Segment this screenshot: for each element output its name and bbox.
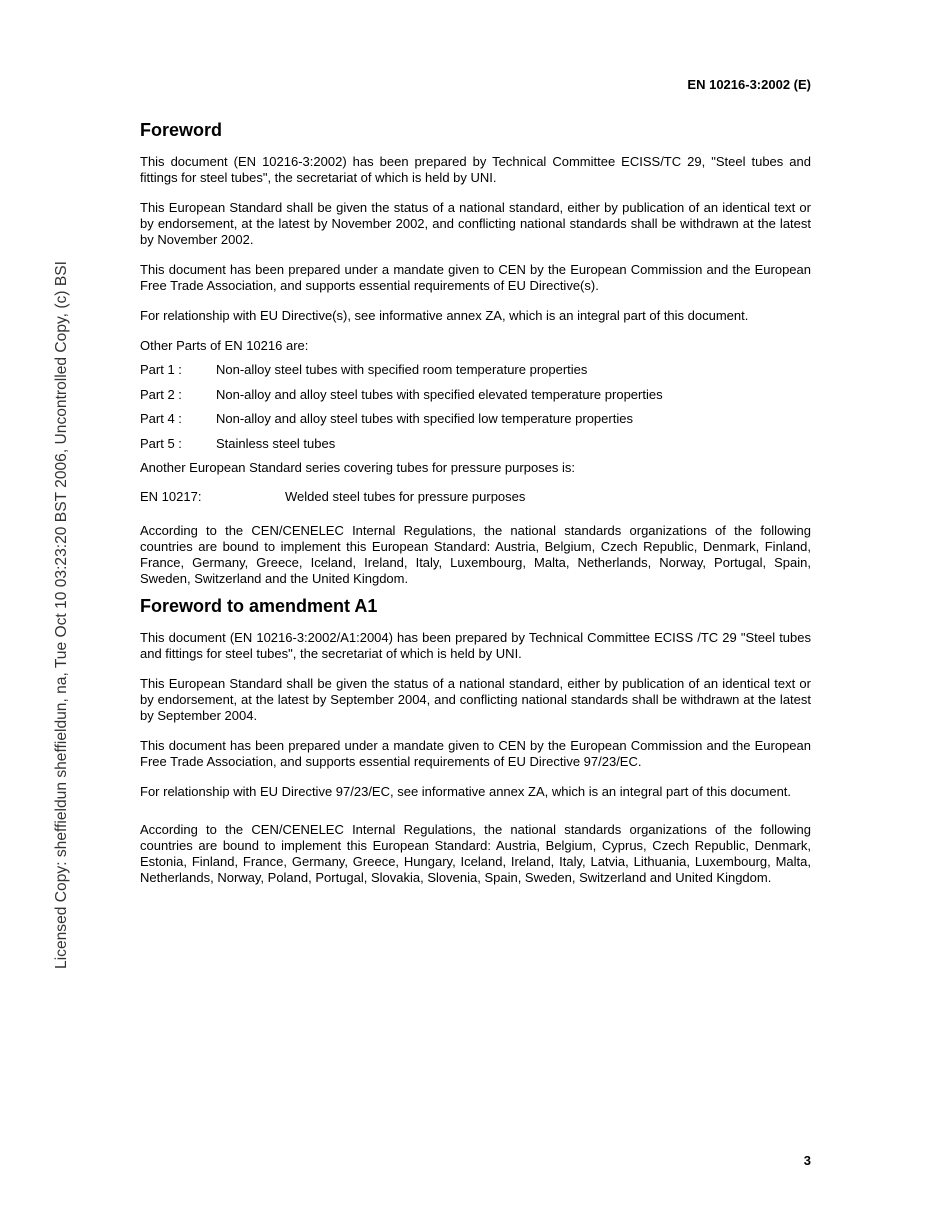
list-item <box>140 387 811 403</box>
license-watermark: Licensed Copy: sheffieldun sheffieldun, na, Tue Oct 10 03:23:20 BST 2006, Uncontrolled Copy, (c) BSI <box>53 261 70 969</box>
foreword-paragraph: This document has been prepared under a mandate given to CEN by the European Commission and the European Free Trade Association, and supports essential requirements of EU Directive(s). <box>140 262 811 293</box>
amendment-paragraph: This European Standard shall be given the status of a national standard, either by publication of an identical text or by endorsement, at the latest by September 2004, and conflicting national standards shall be withdrawn at the latest by September 2004. <box>140 676 811 723</box>
page-content <box>140 119 811 900</box>
part-label: Part 4 : <box>140 411 182 426</box>
list-item <box>140 362 811 378</box>
list-item <box>140 489 811 505</box>
series-label: EN 10217: <box>140 489 202 504</box>
part-label: Part 2 : <box>140 386 182 402</box>
list-item <box>140 411 811 427</box>
amendment-paragraph: This document has been prepared under a mandate given to CEN by the European Commission and the European Free Trade Association, and supports essential requirements of EU Directive 97/23/EC. <box>140 738 811 769</box>
amendment-paragraph: This document (EN 10216-3:2002/A1:2004) has been prepared by Technical Committee ECISS /TC 29 "Steel tubes and fittings for steel tubes", the secretariat of which is held by UNI. <box>140 630 811 661</box>
foreword-paragraph: For relationship with EU Directive(s), see informative annex ZA, which is an integral part of this document. <box>140 308 749 323</box>
foreword-paragraph: This European Standard shall be given the status of a national standard, either by publication of an identical text or by endorsement, at the latest by November 2002, and conflicting national standards shall be withdrawn at the latest by November 2002. <box>140 200 811 247</box>
part-text: Stainless steel tubes <box>216 435 336 451</box>
part-text: Non-alloy steel tubes with specified room temperature properties <box>216 362 588 377</box>
list-item <box>140 436 811 452</box>
amendment-paragraph: According to the CEN/CENELEC Internal Regulations, the national standards organizations of the following countries are bound to implement this European Standard: Austria, Belgium, Cyprus, Czech Republic, Denmark, Estonia, Finland, France, Germany, Greece, Hungary, Iceland, Ireland, Italy, Latvia, Lithuania, Luxembourg, Malta, Netherlands, Norway, Poland, Portugal, Slovakia, Slovenia, Spain, Sweden, Switzerland and United Kingdom. <box>140 822 811 885</box>
foreword-paragraph: According to the CEN/CENELEC Internal Regulations, the national standards organizations of the following countries are bound to implement this European Standard: Austria, Belgium, Czech Republic, Denmark, Finland, France, Germany, Greece, Iceland, Ireland, Italy, Luxembourg, Malta, Netherlands, Norway, Portugal, Spain, Sweden, Switzerland and the United Kingdom. <box>140 523 811 586</box>
part-text: Non-alloy and alloy steel tubes with specified elevated temperature properties <box>216 386 663 402</box>
part-text: Non-alloy and alloy steel tubes with specified low temperature properties <box>216 411 633 426</box>
page-number: 3 <box>803 1153 811 1168</box>
series-text: Welded steel tubes for pressure purposes <box>285 489 526 504</box>
part-label: Part 1 : <box>140 362 182 377</box>
amendment-title: Foreword to amendment A1 <box>140 596 378 616</box>
series-intro: Another European Standard series covering tubes for pressure purposes is: <box>140 460 576 475</box>
foreword-title: Foreword <box>140 120 223 140</box>
foreword-paragraph: This document (EN 10216-3:2002) has been prepared by Technical Committee ECISS/TC 29, "Steel tubes and fittings for steel tubes", the secretariat of which is held by UNI. <box>140 154 811 185</box>
amendment-paragraph: For relationship with EU Directive 97/23/EC, see informative annex ZA, which is an integral part of this document. <box>140 784 792 799</box>
parts-intro: Other Parts of EN 10216 are: <box>140 338 309 353</box>
part-label: Part 5 : <box>140 435 182 451</box>
document-id: EN 10216-3:2002 (E) <box>687 77 811 92</box>
